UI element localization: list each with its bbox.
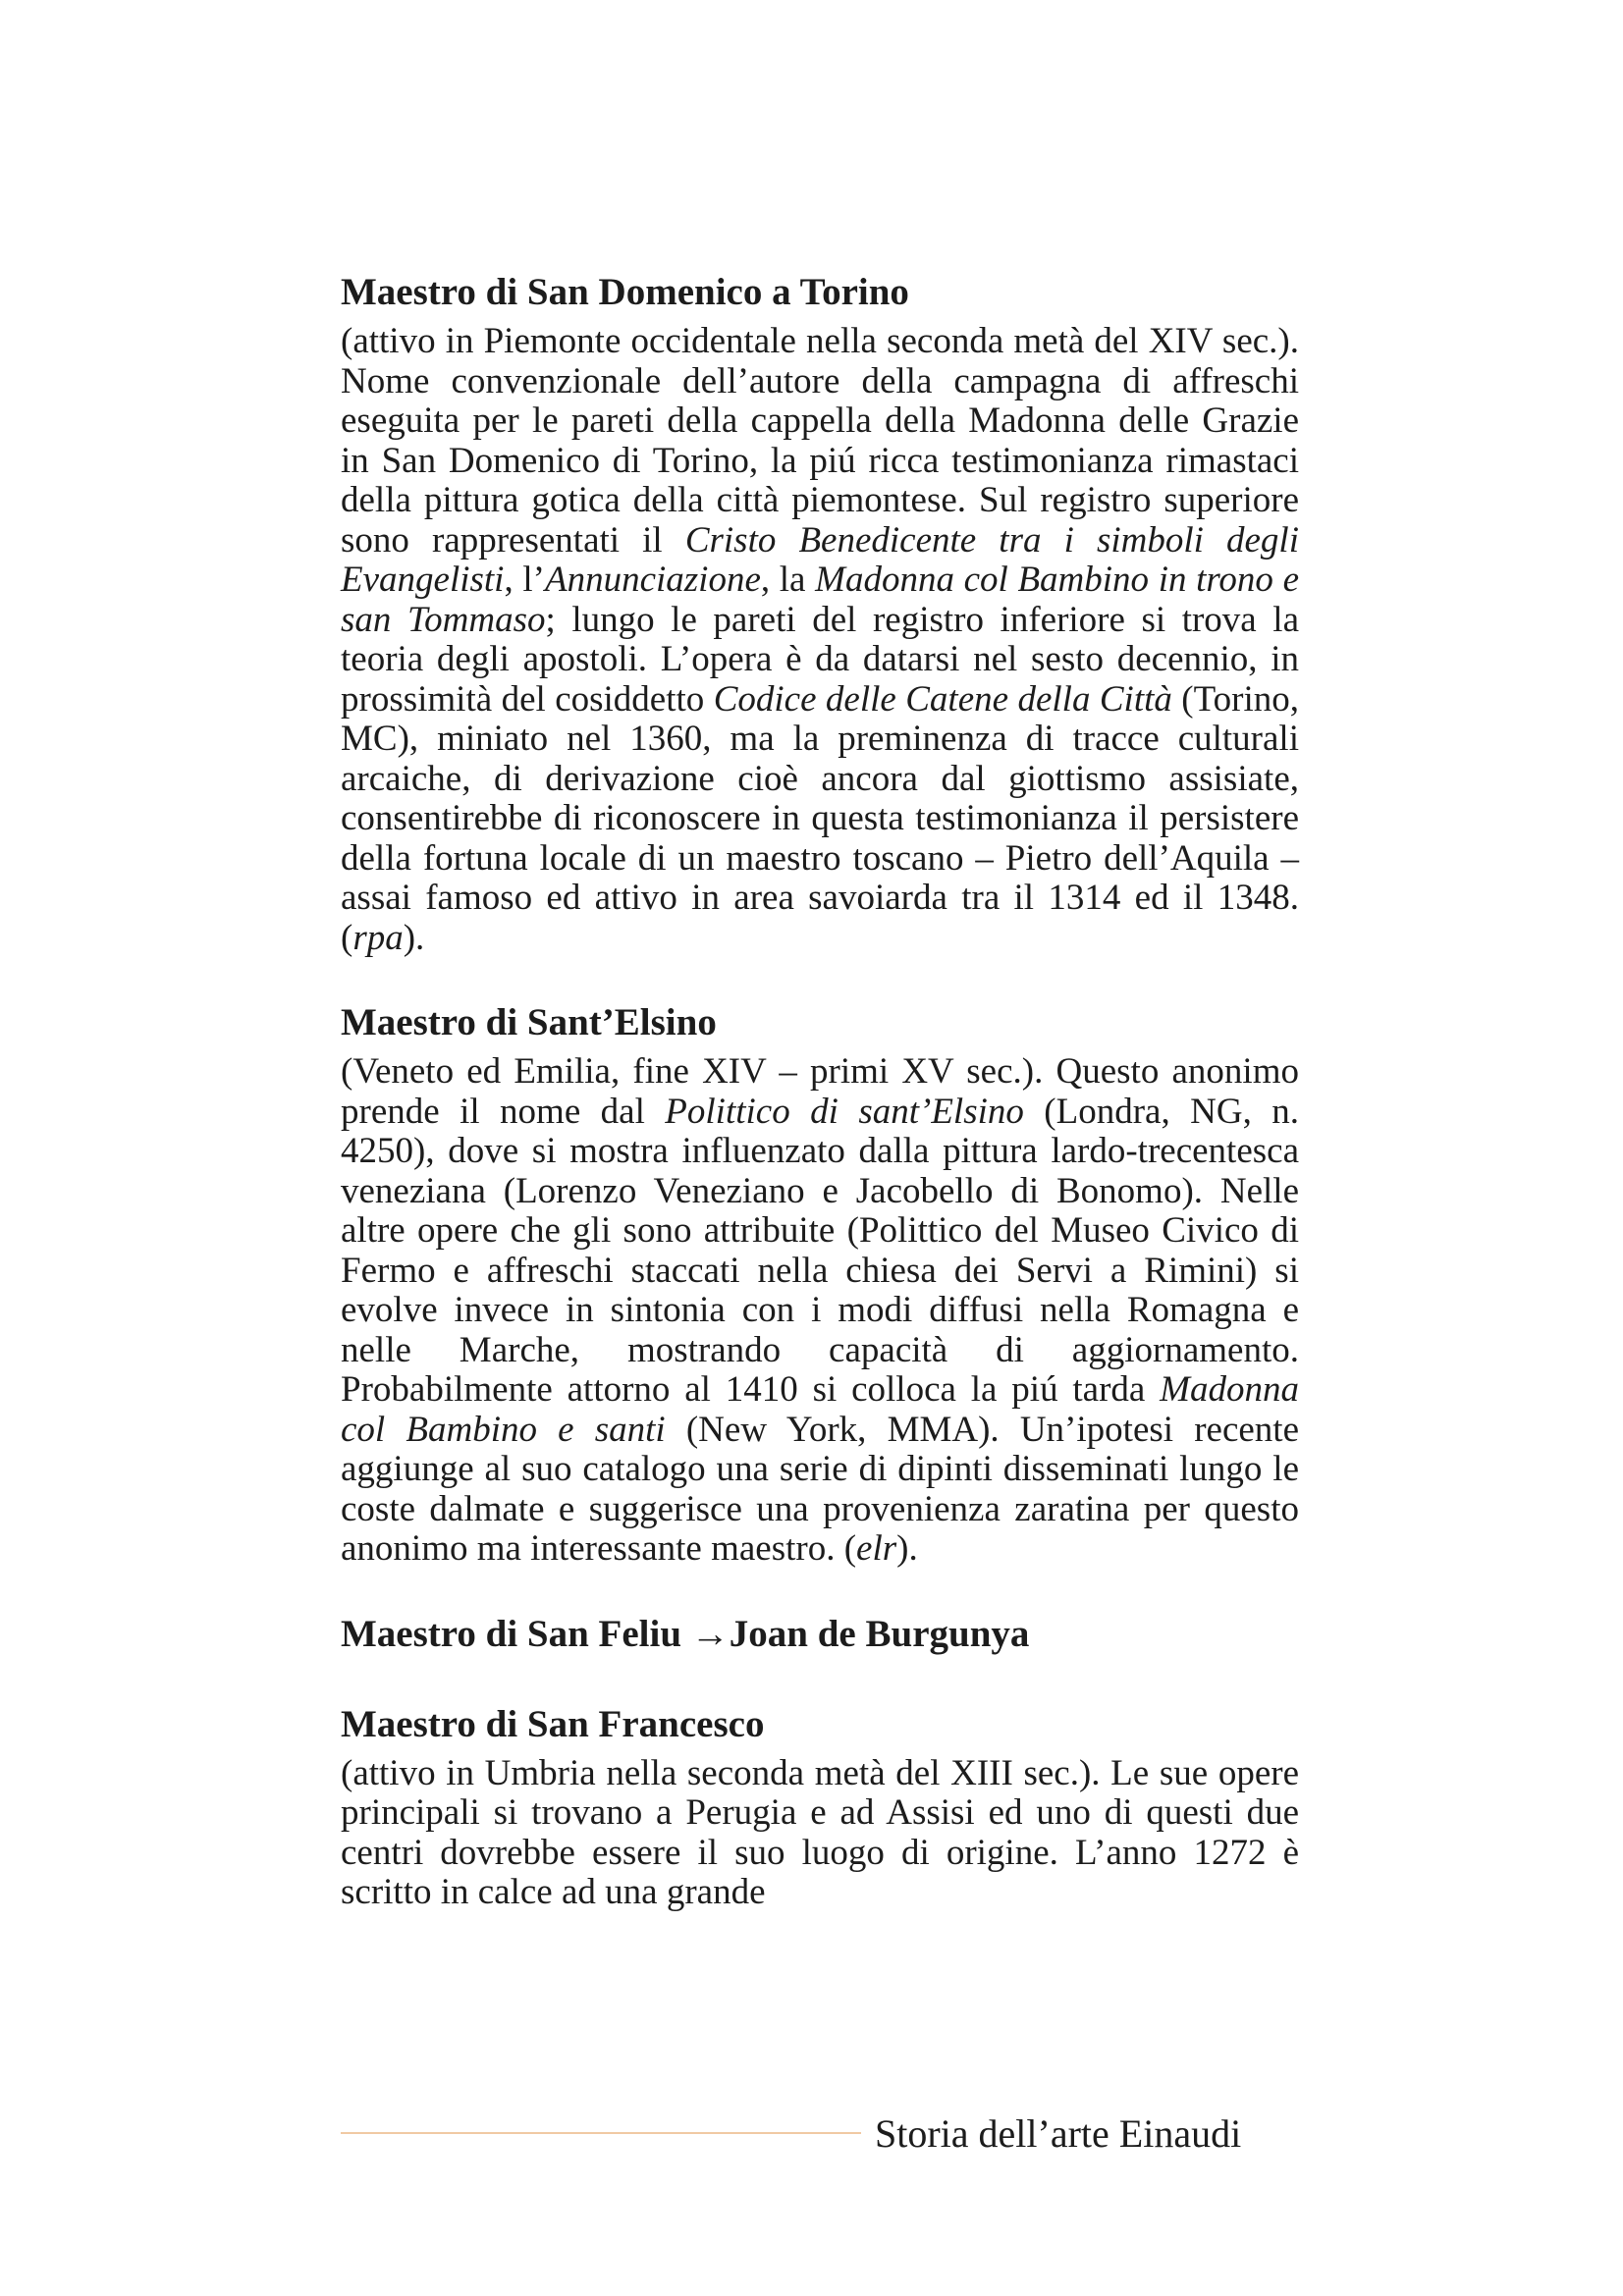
entry-san-domenico: [341, 267, 1299, 958]
text-run: ).: [403, 917, 425, 958]
italic-title: Madonna col Bambino e santi: [341, 1369, 1299, 1450]
entry-title: Maestro di San Domenico a Torino: [341, 271, 909, 313]
text-run: ).: [896, 1528, 918, 1569]
italic-title: Madonna col Bambino in trono e san Tommaso: [341, 560, 1299, 640]
italic-title: Annunciazione: [544, 560, 761, 600]
cross-reference-link[interactable]: Joan de Burgunya: [729, 1612, 1030, 1655]
entry-title: Maestro di Sant’Elsino: [341, 1001, 717, 1043]
text-run: , la: [760, 560, 816, 600]
footer-divider: [341, 2132, 861, 2134]
document-page: [341, 267, 1299, 1952]
entry-title: [341, 1609, 1299, 1660]
italic-title: Cristo Benedicente tra i simboli degli Evangelisti: [341, 519, 1299, 600]
footer-title: Storia dell’arte Einaudi: [875, 2110, 1242, 2156]
text-run: , l’: [504, 560, 545, 600]
entry-san-francesco: [341, 1699, 1299, 1913]
entry-body: [341, 1754, 1299, 1913]
entry-body: [341, 1052, 1299, 1570]
text-run: (Londra, NG, n. 4250), dove si mostra influenzato dalla pittura lardo-trecentesca veneziana (Lorenzo Veneziano e Jacobello di Bonomo). Nelle altre opere che gli sono attribuite (Polittico del Museo Civico di Fermo e affreschi staccati nella chiesa dei Servi a Rimini) si evolve invece in sintonia con i modi diffusi nella Romagna e nelle Marche, mostrando capacità di aggiornamento. Probabilmente attorno al 1410 si colloca la piú tarda: [341, 1091, 1299, 1410]
text-run: ; lungo le pareti del registro inferiore si trova la teoria degli apostoli. L’opera è da datarsi nel sesto decennio, in prossimità del cosiddetto: [341, 599, 1299, 720]
entry-title-text: Maestro di San Feliu: [341, 1612, 682, 1655]
page-footer: [341, 2109, 1299, 2158]
text-run: (Veneto ed Emilia, fine XIV – primi XV sec.). Questo anonimo prende il nome dal: [341, 1051, 1299, 1132]
italic-title: Codice delle Catene della Città: [713, 678, 1172, 720]
italic-title: Polittico di sant’Elsino: [665, 1091, 1024, 1132]
text-run: (Torino, MC), miniato nel 1360, ma la preminenza di tracce culturali arcaiche, di derivazione cioè ancora dal giottismo assisiate, consentirebbe di riconoscere in questa testimonianza il persistere della fortuna locale di un maestro toscano – Pietro dell’Aquila – assai famoso ed attivo in area savoiarda tra il 1314 ed il 1348. (: [341, 678, 1299, 958]
entry-body: [341, 322, 1299, 958]
text-run: (attivo in Umbria nella seconda metà del XIII sec.). Le sue opere principali si trovano a Perugia e ad Assisi ed uno di questi due centri dovrebbe essere il suo luogo di origine. L’anno 1272 è scritto in calce ad una grande: [341, 1752, 1299, 1912]
author-initials: rpa: [352, 917, 404, 958]
entry-title: Maestro di San Francesco: [341, 1702, 765, 1745]
entry-san-feliu: [341, 1609, 1299, 1660]
text-run: (New York, MMA). Un’ipotesi recente aggiunge al suo catalogo una serie di dipinti disseminati lungo le coste dalmate e suggerisce una provenienza zaratina per questo anonimo ma interessante maestro. (: [341, 1409, 1299, 1569]
entry-sant-elsino: [341, 997, 1299, 1570]
cross-reference-arrow-icon: →: [690, 1612, 730, 1655]
author-initials: elr: [856, 1528, 897, 1569]
text-run: (attivo in Piemonte occidentale nella seconda metà del XIV sec.). Nome convenzionale dell’autore della campagna di affreschi eseguita per le pareti della cappella della Madonna delle Grazie in San Domenico di Torino, la piú ricca testimonianza rimastaci della pittura gotica della città piemontese. Sul registro superiore sono rappresentati il: [341, 321, 1299, 561]
